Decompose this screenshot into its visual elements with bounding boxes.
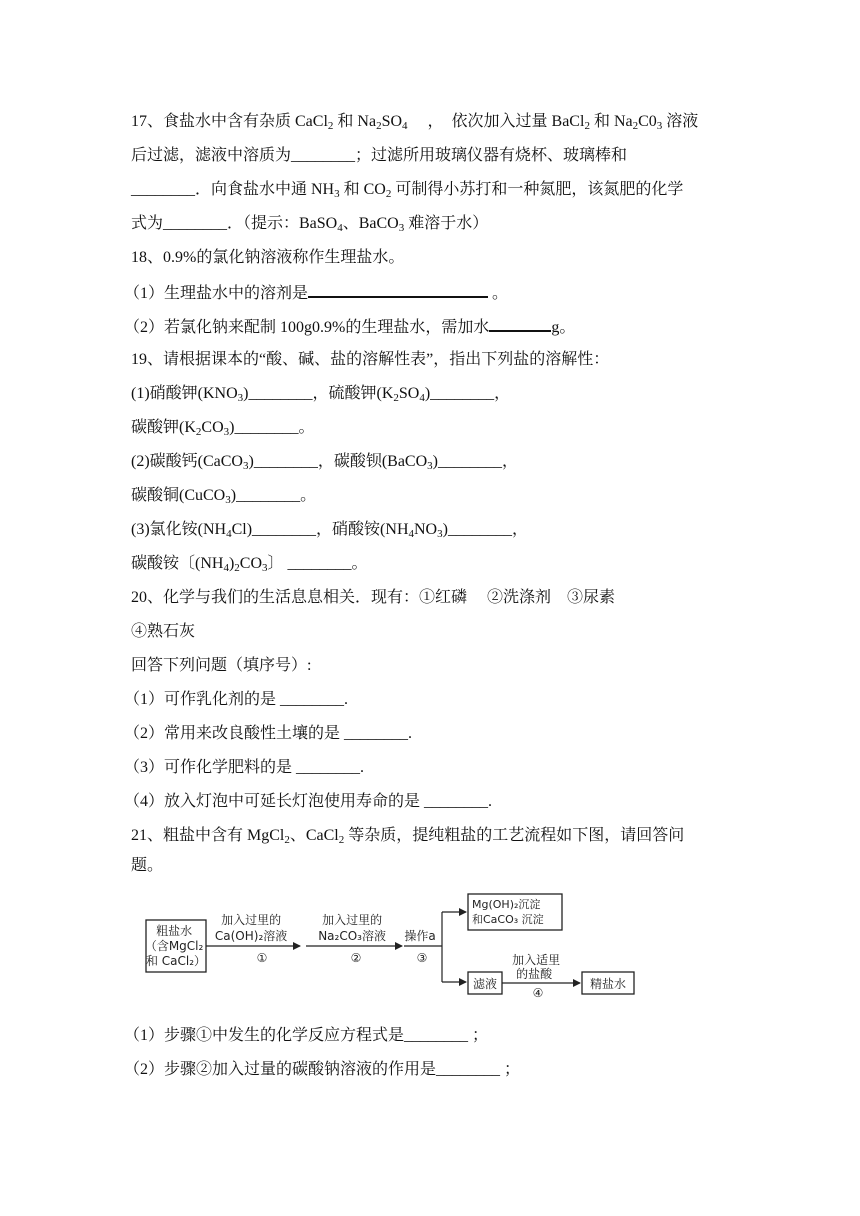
flow-precipitate-line-2: 和CaCO₃ 沉淀	[472, 913, 544, 926]
flow-arrow1-step: ①	[256, 951, 268, 965]
q17-line-4: 式为________．（提示：BaSO$_4$、BaCO$_3$ 难溶于水）	[131, 215, 489, 234]
q17-line-1: 17、食盐水中含有杂质 CaCl$_2$ 和 $Na_2SO_4$ ， 依次加入过量 BaCl$_2$ 和 $Na_2C0_3$ 溶液	[131, 113, 699, 132]
flow-arrow2-label-1: 加入过里的	[322, 913, 383, 927]
flow-arrow1-label-2: Ca(OH)₂溶液	[214, 929, 288, 943]
flow-arrow2-label-2: Na₂CO₃溶液	[318, 929, 386, 943]
q21-line-2: 题。	[131, 857, 164, 874]
q20-part-2: （2）常用来改良酸性土壤的是 ________.	[124, 725, 413, 742]
svg-text:加入过里的 Na₂CO₃溶液 ②	[318, 912, 390, 965]
flow-final-label: 精盐水	[589, 977, 627, 991]
q17-line-2: 后过滤，滤液中溶质为________；过滤所用玻璃仪器有烧杯、玻璃棒和	[131, 147, 628, 164]
q18-part-2: （2）若氯化钠来配制 100g0.9%的生理盐水，需加水 g。	[124, 316, 575, 338]
svg-text:加入适里 的盐酸 ④	[512, 952, 564, 998]
q19-title: 19、请根据课本的“酸、碱、盐的溶解性表”，指出下列盐的溶解性：	[131, 351, 610, 368]
q18-part-1: （1）生理盐水中的溶剂是 。	[124, 282, 508, 304]
q19-line-4: 碳酸铜(CuCO$_3$)________。	[131, 487, 317, 506]
flow-arrow4-step: ④	[532, 986, 544, 998]
q20-part-3: （3）可作化学肥料的是 ________.	[124, 759, 365, 776]
q20-part-1: （1）可作乳化剂的是 ________.	[124, 691, 349, 708]
q19-line-2: 碳酸钾$(K_2CO_3)\_\_\_\_\_\_\_\_$。	[131, 419, 315, 438]
q19-line-5: (3)氯化铵$(NH_4Cl)\_\_\_\_\_\_\_\_$，硝酸铵$(NH_4NO_3)\_\_\_\_\_\_\_\_$，	[131, 521, 528, 540]
q20-part-4: （4）放入灯泡中可延长灯泡使用寿命的是 ________.	[124, 793, 493, 810]
q19-line-3: (2)碳酸钙(CaCO$_3$)________，碳酸钡(BaCO$_3$)________，	[131, 453, 519, 472]
flow-filtrate-label: 滤液	[472, 977, 498, 991]
flow-arrow1-label-1: 加入过里的	[221, 913, 282, 927]
svg-text:加入过里的 Ca(OH)₂溶液 ①	[215, 912, 291, 965]
q20-line-3: 回答下列问题（填序号）:	[131, 657, 312, 674]
q18-title: 18、0.9%的氯化钠溶液称作生理盐水。	[131, 249, 405, 266]
flow-precipitate-line-1: Mg(OH)₂沉淀	[472, 898, 541, 911]
flow-box1-line-2: （含MgCl₂	[144, 939, 204, 953]
purification-flow-diagram	[140, 888, 640, 998]
q17-line-3: ________．向食盐水中通 $NH_3$ 和 $CO_2$ 可制得小苏打和一种氮肥，该氮肥的化学	[131, 181, 684, 200]
flow-op-label: 操作a	[404, 929, 436, 943]
flow-arrow2-step: ②	[350, 951, 362, 965]
q20-line-2: ④熟石灰	[131, 623, 196, 640]
flow-box1-line-1: 粗盐水	[156, 924, 193, 938]
flow-arrow4-label-2: 的盐酸	[516, 967, 553, 981]
flow-box1-line-3: 和 CaCl₂）	[145, 954, 207, 968]
q21-part-2: （2）步骤②加入过量的碳酸钠溶液的作用是________ ；	[124, 1061, 521, 1078]
flow-op-step: ③	[416, 951, 428, 965]
q19-line-1: (1)硝酸钾$(KNO_3)\_\_\_\_\_\_\_\_$，硫酸钾$(K_2SO_4)\_\_\_\_\_\_\_\_$，	[131, 385, 511, 404]
q20-line-1: 20、化学与我们的生活息息相关．现有：①红磷 ②洗涤剂 ③尿素	[131, 589, 616, 606]
q19-line-6: 碳酸铵〔$(NH_4)_2CO_3$〕 ________。	[131, 555, 368, 574]
flow-arrow4-label-1: 加入适里	[512, 953, 561, 967]
q21-line-1: 21、粗盐中含有 MgCl$_2$、CaCl$_2$ 等杂质，提纯粗盐的工艺流程如下图，请回答问	[131, 827, 685, 846]
q21-part-1: （1）步骤①中发生的化学反应方程式是________ ；	[124, 1027, 489, 1044]
